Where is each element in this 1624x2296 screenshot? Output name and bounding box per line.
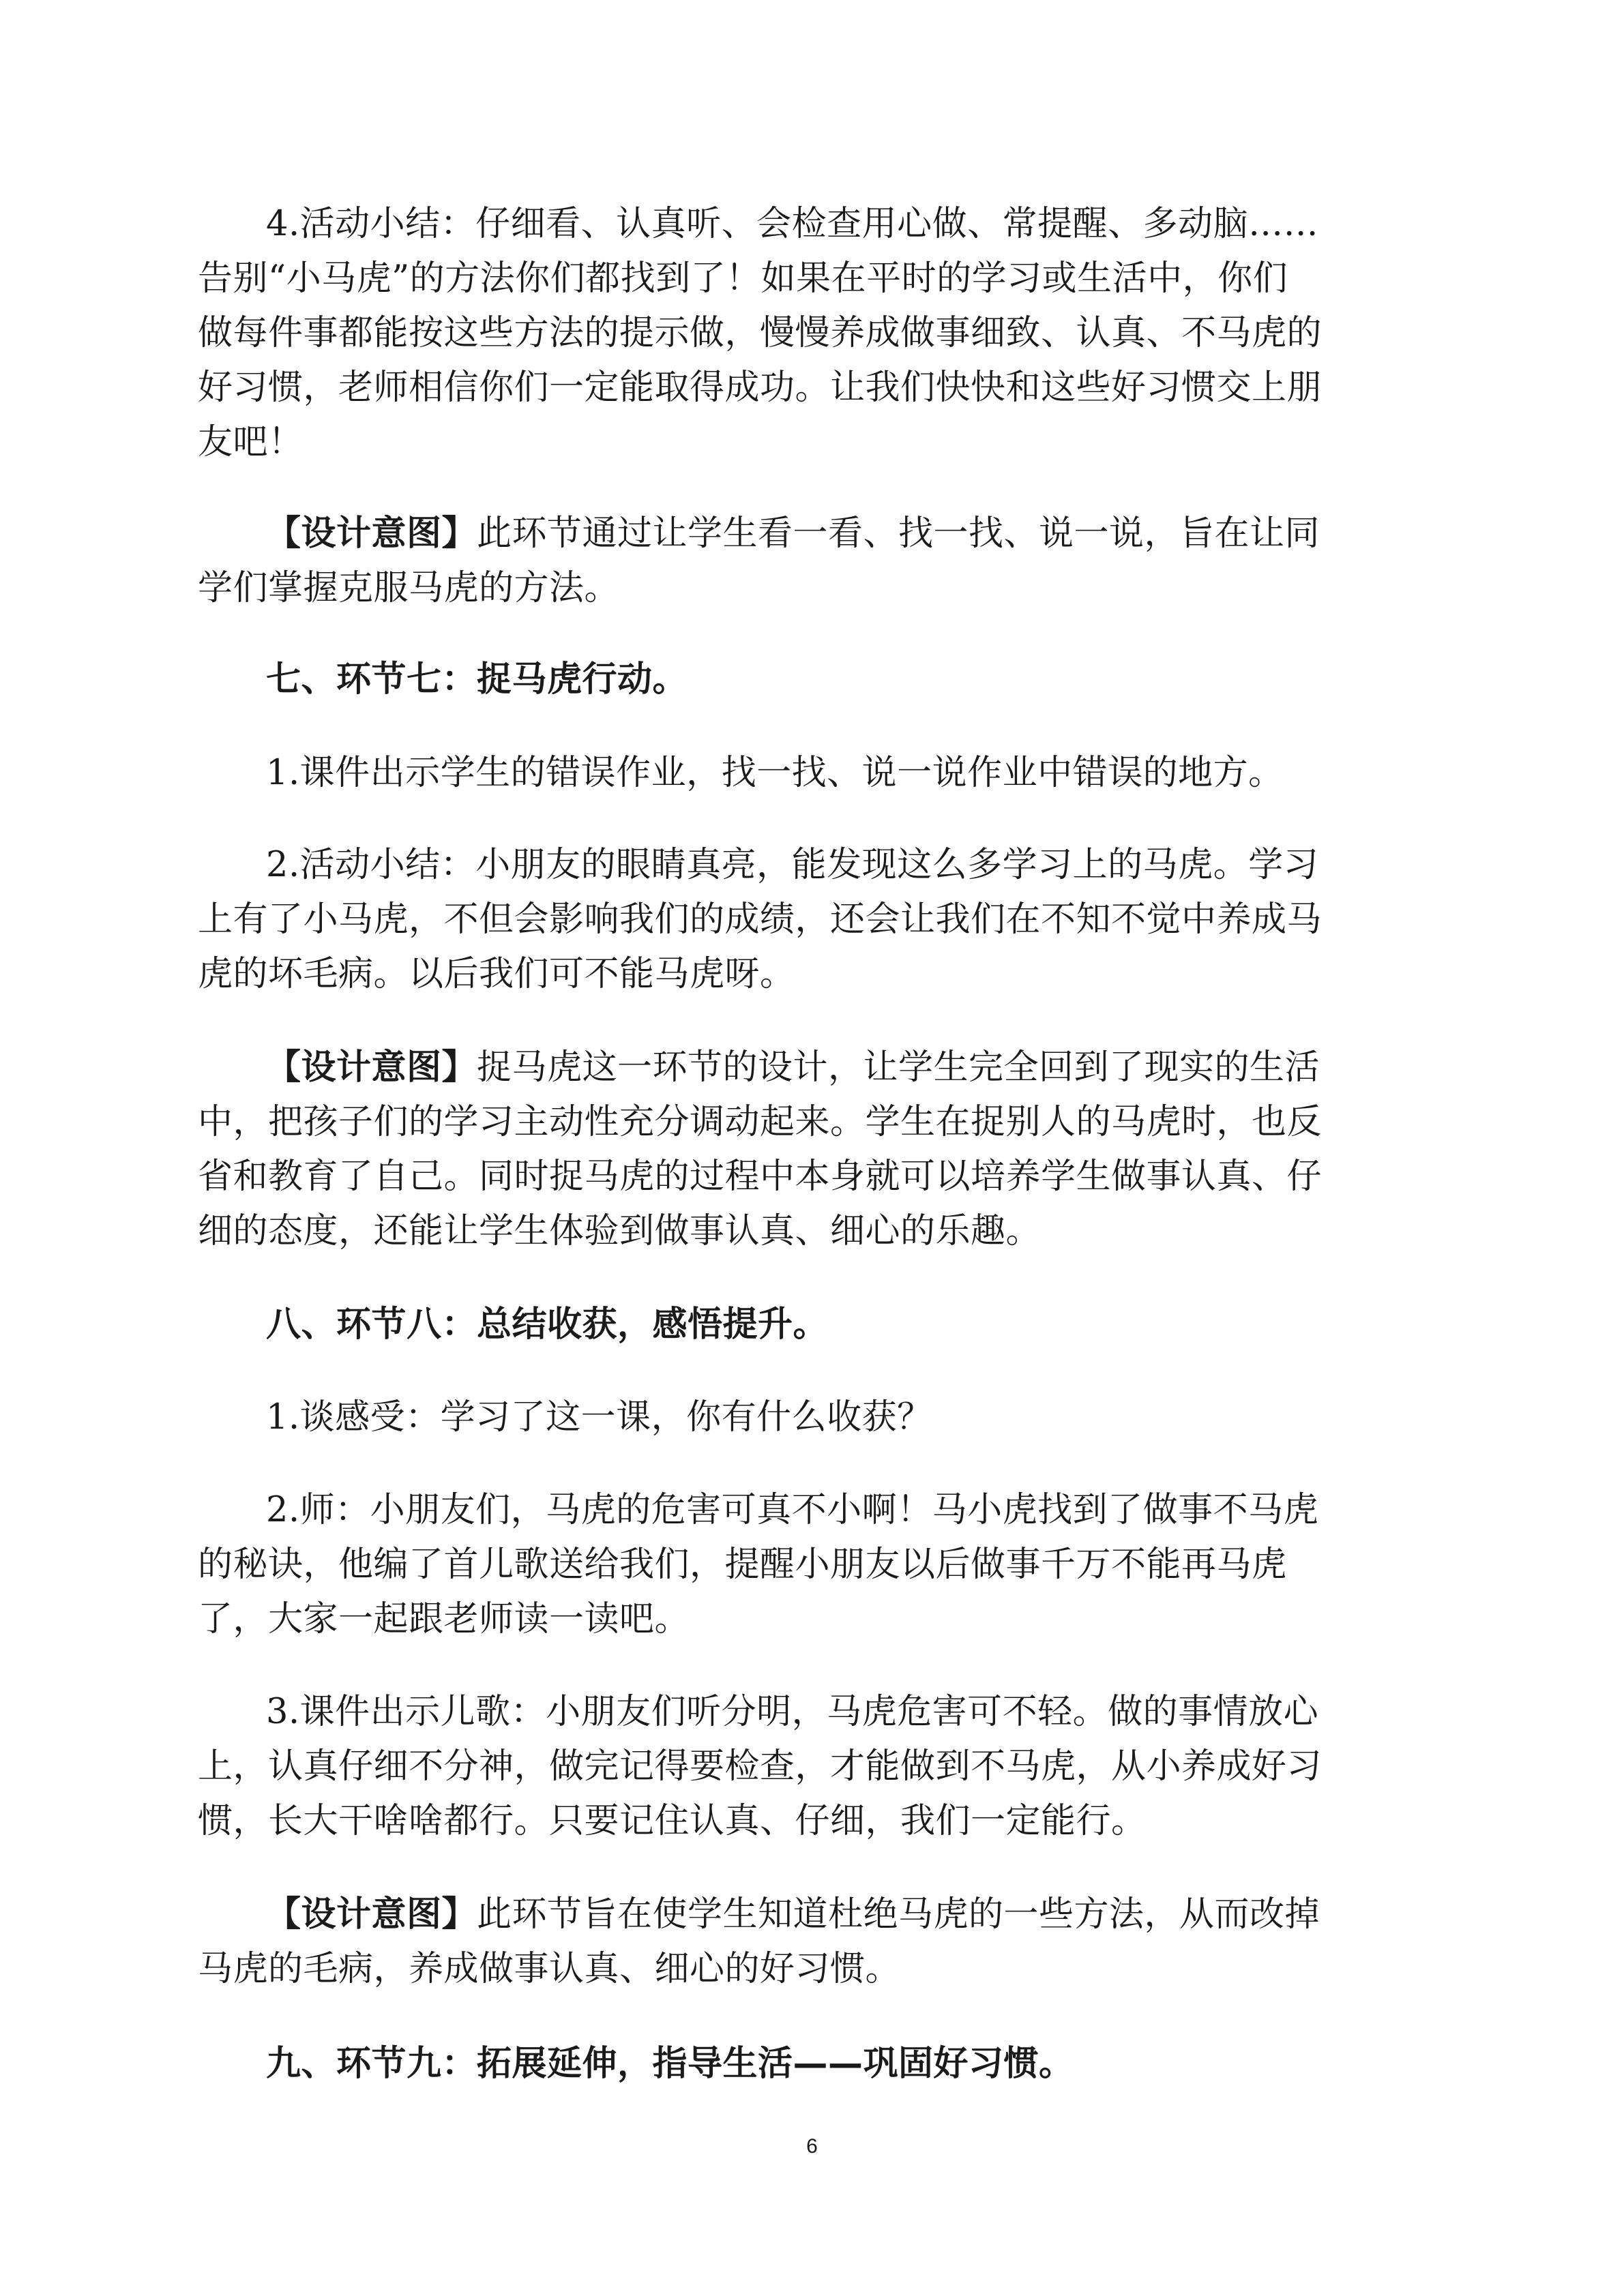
design-intent-line [266, 1039, 1320, 1097]
paragraph-line: 好习惯，老师相信你们一定能取得成功。让我们快快和这些好习惯交上朋 [198, 368, 1323, 408]
paragraph-line: 虎的坏毛病。以后我们可不能马虎呀。 [198, 954, 795, 994]
design-intent-label: 【设计意图】 [266, 1894, 477, 1935]
paragraph-line: 省和教育了自己。同时捉马虎的过程中本身就可以培养学生做事认真、仔 [198, 1157, 1323, 1197]
paragraph-line: 4.活动小结：仔细看、认真听、会检查用心做、常提醒、多动脑…… [266, 204, 1319, 244]
paragraph-line: 惯，长大干啥啥都行。只要记住认真、仔细，我们一定能行。 [198, 1801, 1147, 1841]
paragraph-line: 友吧！ [198, 422, 304, 462]
paragraph-line: 细的态度，还能让学生体验到做事认真、细心的乐趣。 [198, 1211, 1042, 1251]
paragraph-line: 中，把孩子们的学习主动性充分调动起来。学生在捉别人的马虎时，也反 [198, 1102, 1323, 1142]
paragraph-line: 上有了小马虎，不但会影响我们的成绩，还会让我们在不知不觉中养成马 [198, 899, 1323, 940]
section-heading: 九、环节九：拓展延伸，指导生活——巩固好习惯。 [266, 2044, 1074, 2084]
section-heading: 七、环节七：捉马虎行动。 [266, 659, 688, 700]
design-intent-text: 捉马虎这一环节的设计，让学生完全回到了现实的生活 [477, 1047, 1320, 1088]
section-heading: 八、环节八：总结收获，感悟提升。 [266, 1304, 829, 1345]
paragraph-line: 告别“小马虎”的方法你们都找到了！如果在平时的学习或生活中，你们 [198, 258, 1288, 299]
paragraph-line: 2.活动小结：小朋友的眼睛真亮，能发现这么多学习上的马虎。学习 [266, 845, 1319, 885]
design-intent-text: 此环节通过让学生看一看、找一找、说一说，旨在让同 [477, 513, 1320, 554]
paragraph-line: 做每件事都能按这些方法的提示做，慢慢养成做事细致、认真、不马虎的 [198, 313, 1323, 353]
paragraph-line: 2.师：小朋友们，马虎的危害可真不小啊！马小虎找到了做事不马虎 [266, 1490, 1319, 1530]
design-intent-line [266, 1886, 1320, 1943]
paragraph-line: 3.课件出示儿歌：小朋友们听分明，马虎危害可不轻。做的事情放心 [266, 1692, 1319, 1732]
paragraph-line: 上，认真仔细不分神，做完记得要检查，才能做到不马虎，从小养成好习 [198, 1746, 1323, 1787]
design-intent-label: 【设计意图】 [266, 1047, 477, 1088]
paragraph-line: 的秘诀，他编了首儿歌送给我们，提醒小朋友以后做事千万不能再马虎 [198, 1545, 1287, 1585]
paragraph-line: 1.谈感受：学习了这一课，你有什么收获？ [266, 1397, 932, 1437]
design-intent-text: 此环节旨在使学生知道杜绝马虎的一些方法，从而改掉 [477, 1894, 1320, 1935]
page-number: 6 [806, 2135, 818, 2158]
design-intent-label: 【设计意图】 [266, 513, 477, 554]
design-intent-line [266, 505, 1320, 563]
paragraph-line: 学们掌握克服马虎的方法。 [198, 568, 620, 608]
paragraph-line: 1.课件出示学生的错误作业，找一找、说一说作业中错误的地方。 [266, 753, 1284, 793]
paragraph-line: 了，大家一起跟老师读一读吧。 [198, 1599, 690, 1639]
paragraph-line: 马虎的毛病，养成做事认真、细心的好习惯。 [198, 1949, 901, 1989]
